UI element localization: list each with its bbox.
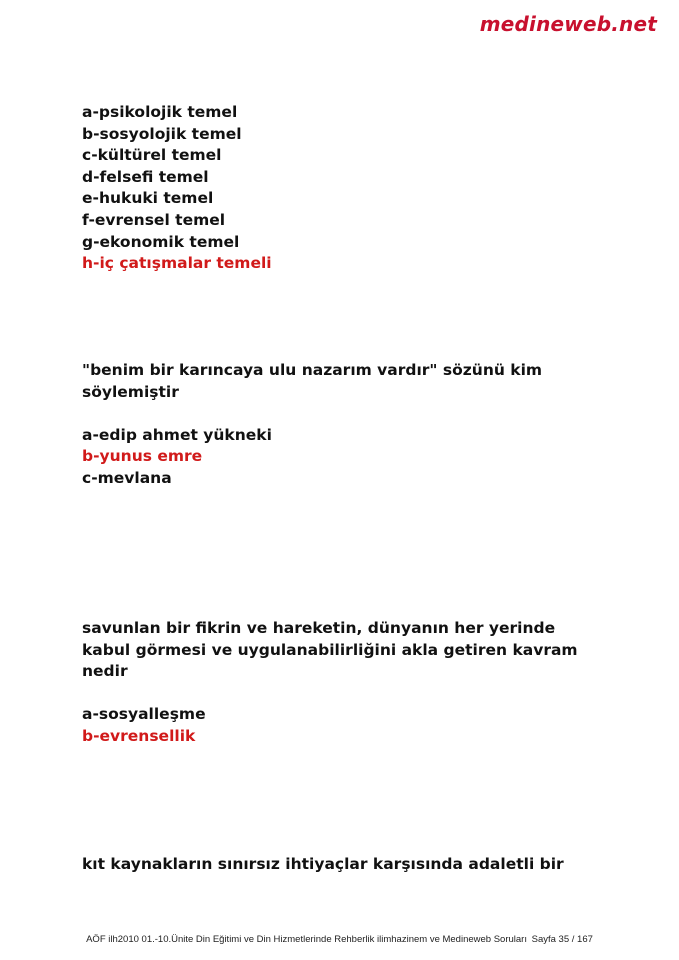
q2-question-line-2: söylemiştir xyxy=(82,382,179,401)
question-4 xyxy=(82,854,602,876)
q2-question-line-1: "benim bir karıncaya ulu nazarım vardır" sözünü kim xyxy=(82,361,543,379)
q3-question-line-1: savunlan bir fikrin ve hareketin, dünyanın her yerinde xyxy=(82,619,556,637)
q3-option-a: a-sosyalleşme xyxy=(82,705,206,724)
q1-option-f: f-evrensel temel xyxy=(82,210,226,229)
q3-option-b-answer: b-evrensellik xyxy=(82,726,196,745)
q1-option-h-answer: h-iç çatışmalar temeli xyxy=(82,254,272,273)
q3-question-line-3: nedir xyxy=(82,662,128,681)
question-1-options xyxy=(82,102,602,275)
q3-question-line-2: kabul görmesi ve uygulanabilirliğini akla getiren kavram xyxy=(82,640,578,659)
q1-option-e: e-hukuki temel xyxy=(82,189,214,208)
footer-text: AÖF ilh2010 01.-10.Ünite Din Eğitimi ve Din Hizmetlerinde Rehberlik ilimhazinem ve Medineweb Soruları xyxy=(86,934,527,945)
q2-option-b-answer: b-yunus emre xyxy=(82,447,203,466)
site-watermark: medineweb.net xyxy=(479,12,657,36)
question-3 xyxy=(82,618,602,748)
q1-option-a: a-psikolojik temel xyxy=(82,103,238,121)
page-footer xyxy=(0,934,679,945)
page-number: Sayfa 35 / 167 xyxy=(531,934,593,945)
q1-option-c: c-kültürel temel xyxy=(82,146,222,165)
q1-option-g: g-ekonomik temel xyxy=(82,232,240,251)
q1-option-d: d-felsefi temel xyxy=(82,167,209,186)
q1-option-b: b-sosyolojik temel xyxy=(82,124,242,143)
q2-option-a: a-edip ahmet yükneki xyxy=(82,425,272,444)
question-2 xyxy=(82,360,602,490)
q2-option-c: c-mevlana xyxy=(82,468,172,487)
q4-question-line-1: kıt kaynakların sınırsız ihtiyaçlar karşısında adaletli bir xyxy=(82,855,564,873)
